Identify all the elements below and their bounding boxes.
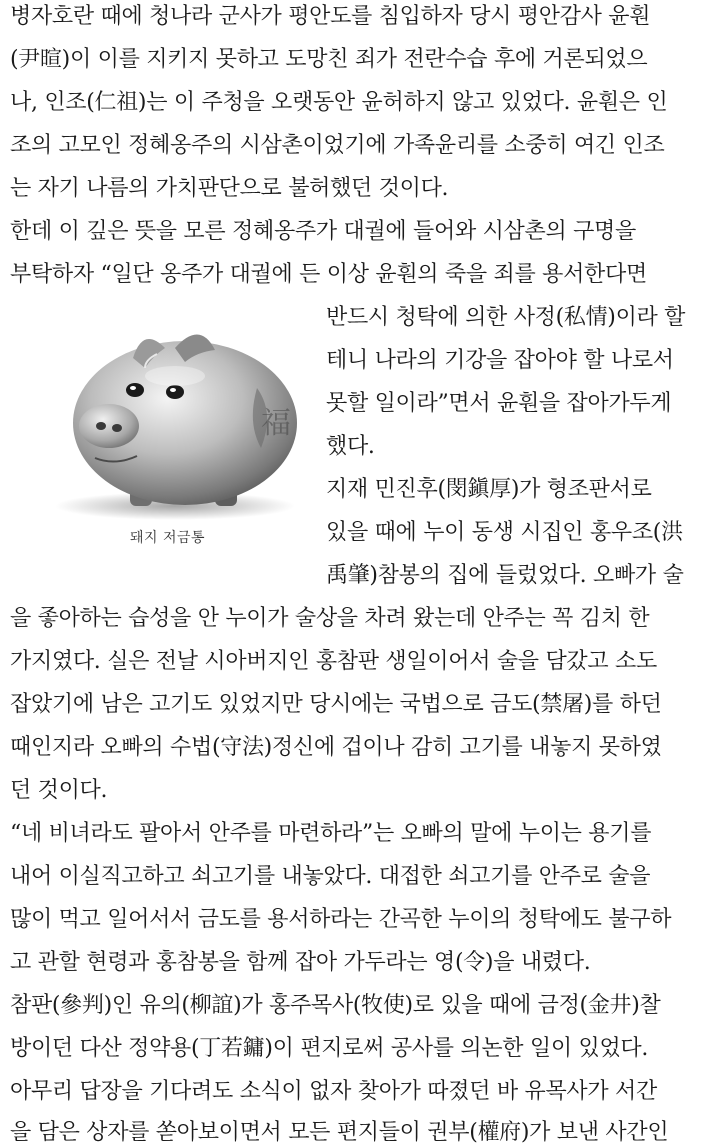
text-line: 잡았기에 남은 고기도 있었지만 당시에는 국법으로 금도(禁屠)를 하던 — [10, 692, 662, 717]
text-line: 가지였다. 실은 전날 시아버지인 홍참판 생일이어서 술을 담갔고 소도 — [10, 649, 657, 674]
text-line: 는 자기 나름의 가치판단으로 불허했던 것이다. — [10, 176, 449, 201]
text-line: 반드시 청탁에 의한 사정(私情)이라 할 — [326, 305, 686, 330]
text-line: 많이 먹고 일어서서 금도를 용서하라는 간곡한 누이의 청탁에도 불구하 — [10, 907, 672, 932]
text-line: 했다. — [326, 434, 375, 459]
text-line: 나, 인조(仁祖)는 이 주청을 오랫동안 윤허하지 않고 있었다. 윤훤은 인 — [10, 90, 668, 115]
text-line: 참판(參判)인 유의(柳誼)가 홍주목사(牧使)로 있을 때에 금정(金井)찰 — [10, 993, 661, 1018]
piggy-bank-image — [25, 318, 310, 523]
svg-text:福: 福 — [261, 406, 291, 441]
text-line: 테니 나라의 기강을 잡아야 할 나로서 — [326, 348, 674, 373]
article-page — [10, 0, 710, 1145]
text-line: 내어 이실직고하고 쇠고기를 내놓았다. 대접한 쇠고기를 안주로 술을 — [10, 864, 651, 889]
text-line: 禹肇)참봉의 집에 들렀었다. 오빠가 술 — [326, 563, 684, 588]
text-line: 조의 고모인 정혜옹주의 시삼촌이었기에 가족윤리를 소중히 여긴 인조 — [10, 133, 665, 158]
text-line: 병자호란 때에 청나라 군사가 평안도를 침입하자 당시 평안감사 윤훤 — [10, 4, 651, 29]
text-line: 있을 때에 누이 동생 시집인 홍우조(洪 — [326, 520, 683, 545]
figure-caption: 돼지 저금통 — [129, 530, 206, 546]
text-line: 던 것이다. — [10, 778, 108, 803]
text-line: 고 관할 현령과 홍참봉을 함께 잡아 가두라는 영(令)을 내렸다. — [10, 950, 591, 975]
text-line: 아무리 답장을 기다려도 소식이 없자 찾아가 따졌던 바 유목사가 서간 — [10, 1079, 657, 1104]
text-line: 을 좋아하는 습성을 안 누이가 술상을 차려 왔는데 안주는 꼭 김치 한 — [10, 606, 650, 631]
text-line: 부탁하자 “일단 옹주가 대궐에 든 이상 윤훤의 죽을 죄를 용서한다면 — [10, 262, 647, 287]
text-line: 한데 이 깊은 뜻을 모른 정혜옹주가 대궐에 들어와 시삼촌의 구명을 — [10, 219, 636, 244]
piggy-bank-figure — [25, 318, 310, 568]
text-line: 지재 민진후(閔鎭厚)가 형조판서로 — [326, 477, 652, 502]
text-line: (尹暄)이 이를 지키지 못하고 도망친 죄가 전란수습 후에 거론되었으 — [10, 47, 648, 72]
text-line: 방이던 다산 정약용(丁若鏞)이 편지로써 공사를 의논한 일이 있었다. — [10, 1036, 649, 1061]
text-line: 을 담은 상자를 쏟아보이면서 모든 편지들이 권부(權府)가 보낸 사간인 — [10, 1120, 669, 1145]
text-line: 못할 일이라”면서 윤훤을 잡아가두게 — [326, 391, 672, 416]
text-line: “네 비녀라도 팔아서 안주를 마련하라”는 오빠의 말에 누이는 용기를 — [10, 821, 652, 846]
text-line: 때인지라 오빠의 수법(守法)정신에 겁이나 감히 고기를 내놓지 못하였 — [10, 735, 662, 760]
